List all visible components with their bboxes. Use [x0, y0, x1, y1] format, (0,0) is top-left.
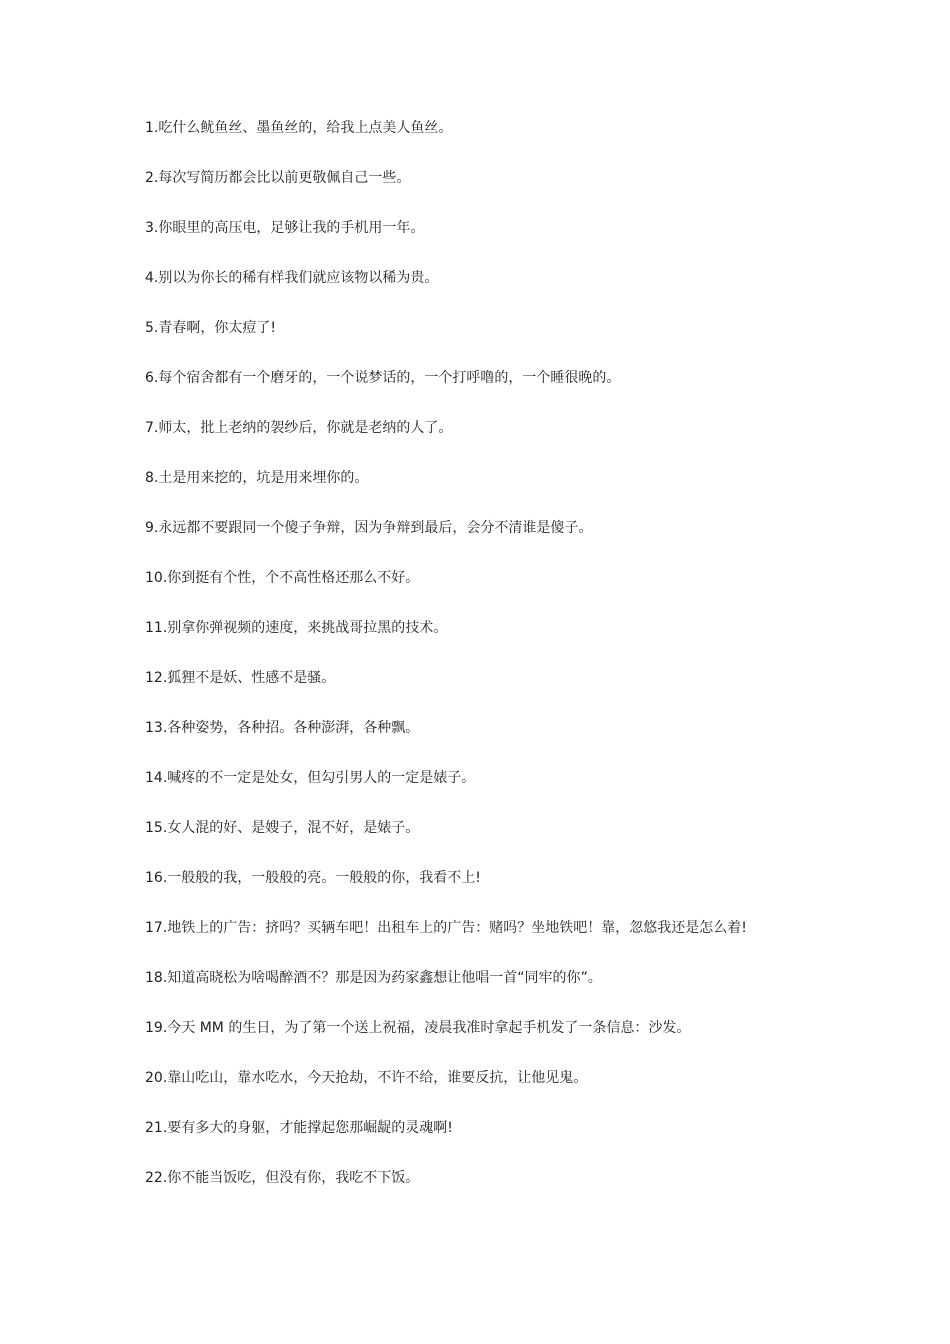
list-item: 5.青春啊，你太痘了! [145, 320, 276, 336]
list-item: 16.一般般的我，一般般的亮。一般般的你，我看不上! [145, 870, 481, 886]
list-item: 22.你不能当饭吃，但没有你，我吃不下饭。 [145, 1170, 420, 1186]
list-item: 3.你眼里的高压电，足够让我的手机用一年。 [145, 220, 425, 236]
list-item: 2.每次写简历都会比以前更敬佩自己一些。 [145, 170, 411, 186]
list-item: 12.狐狸不是妖、性感不是骚。 [145, 670, 336, 686]
list-item: 8.土是用来挖的，坑是用来埋你的。 [145, 470, 369, 486]
list-item: 17.地铁上的广告：挤吗？买辆车吧！出租车上的广告：赌吗？坐地铁吧！靠，忽悠我还是怎么着! [145, 920, 747, 936]
list-item: 6.每个宿舍都有一个磨牙的，一个说梦话的，一个打呼噜的，一个睡很晚的。 [145, 370, 621, 386]
list-item: 11.别拿你弹视频的速度，来挑战哥拉黑的技术。 [145, 620, 448, 636]
list-item: 10.你到挺有个性，个不高性格还那么不好。 [145, 570, 420, 586]
list-item: 15.女人混的好、是嫂子，混不好，是婊子。 [145, 820, 420, 836]
list-item: 21.要有多大的身躯，才能撑起您那崛龊的灵魂啊! [145, 1120, 453, 1136]
list-item: 1.吃什么鱿鱼丝、墨鱼丝的，给我上点美人鱼丝。 [145, 120, 453, 136]
list-item: 18.知道高晓松为啥喝醉酒不？那是因为药家鑫想让他唱一首“同牢的你”。 [145, 970, 602, 986]
list-item: 7.师太，批上老纳的袈纱后，你就是老纳的人了。 [145, 420, 453, 436]
list-item: 13.各种姿势，各种招。各种澎湃，各种飘。 [145, 720, 420, 736]
list-item: 14.喊疼的不一定是处女，但勾引男人的一定是婊子。 [145, 770, 476, 786]
list-item: 9.永远都不要跟同一个傻子争辩，因为争辩到最后，会分不清谁是傻子。 [145, 520, 593, 536]
list-item: 4.别以为你长的稀有样我们就应该物以稀为贵。 [145, 270, 439, 286]
list-item: 20.靠山吃山，靠水吃水，今天抢劫，不许不给，谁要反抗，让他见鬼。 [145, 1070, 588, 1086]
list-item: 19.今天 MM 的生日，为了第一个送上祝福，凌晨我准时拿起手机发了一条信息：沙发。 [145, 1020, 691, 1036]
joke-list [145, 116, 835, 1216]
